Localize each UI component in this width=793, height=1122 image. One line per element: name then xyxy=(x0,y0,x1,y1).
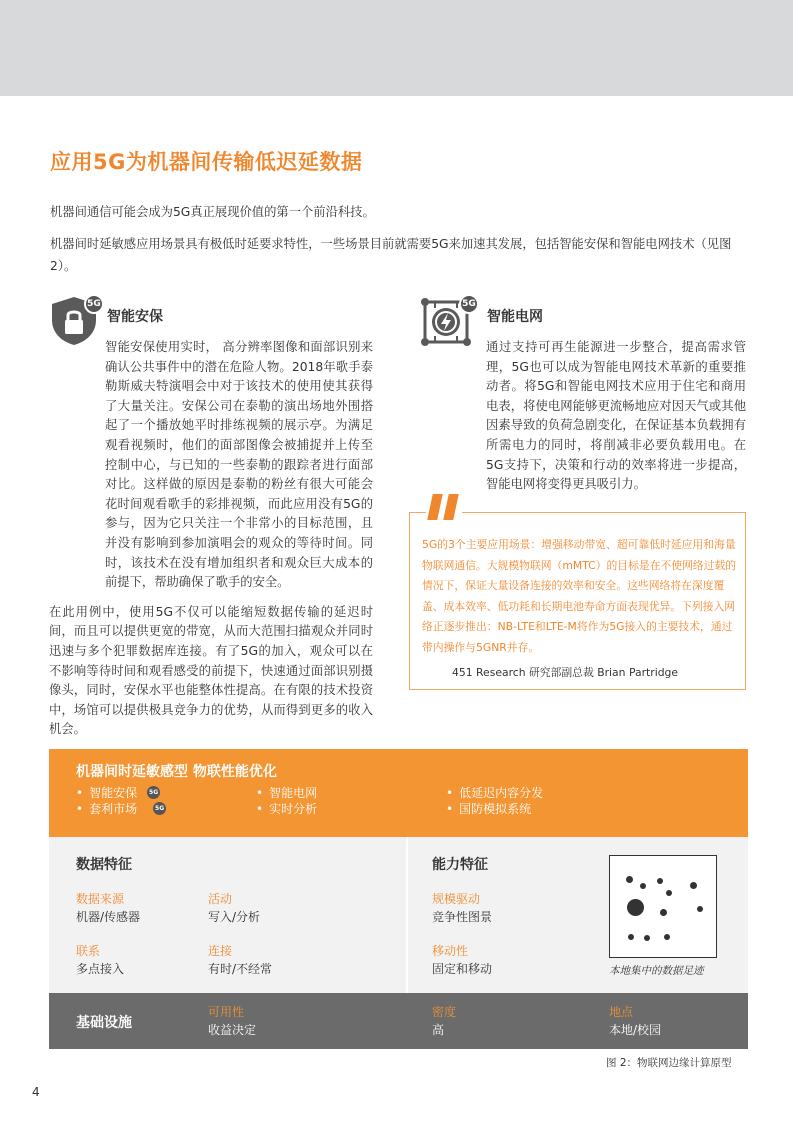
data-item-value: 多点接入 xyxy=(76,962,125,976)
page-number: 4 xyxy=(32,1085,40,1099)
infra-item-value: 收益决定 xyxy=(208,1023,257,1037)
security-body xyxy=(49,338,373,740)
footprint-dot xyxy=(666,890,672,896)
infra-item-label: 可用性 xyxy=(208,1005,245,1019)
use-case-item: • 智能安保 5G xyxy=(76,785,159,800)
footprint-dot xyxy=(640,883,646,889)
security-paragraph-1: 智能安保使用实时， 高分辨率图像和面部识别来确认公共事件中的潜在危险人物。2018年歌手泰勒斯威夫特演唱会中对于该技术的使用使其获得了大量关注。安保公司在泰勒的演出场地外围搭起了一个播放她平时排练视频的展示亭。为满足观看视频时，他们的面部图像会被捕捉并上传至控制中心，与已知的一些泰勒的跟踪者进行面部对比。这样做的原因是泰勒的粉丝有很大可能会花时间观看歌手的彩排视频，而此应用没有5G的参与，因为它只关注一个非常小的目标范围，且并没有影响到参加演唱会的观众的等待时间。同时，该技术在没有增加组织者和观众巨大成本的前提下，帮助确保了歌手的安全。 xyxy=(105,340,373,590)
infra-item-label: 密度 xyxy=(432,1005,457,1019)
data-item-label: 数据来源 xyxy=(76,892,125,906)
infra-item-value: 本地/校园 xyxy=(609,1023,662,1037)
use-case-item: • 国防模拟系统 xyxy=(446,801,532,816)
capability-item-value: 竞争性图景 xyxy=(432,910,493,924)
quote-author: 451 Research 研究部副总裁 Brian Partridge xyxy=(452,666,679,679)
grid-body xyxy=(420,338,746,495)
grid-paragraph: 通过支持可再生能源进一步整合，提高需求管理，5G也可以成为智能电网技术革新的重要推动者。将5G和智能电网技术应用于住宅和商用电表，将使电网能够更流畅地应对因天气或其他因素导致的负荷急剧变化，在保证基本负载拥有所需电力的同时，将削减非必要负载用电。在5G支持下，决策和行动的效率将进一步提高，智能电网将变得更具吸引力。 xyxy=(486,340,746,492)
intro-paragraph-1: 机器间通信可能会成为5G真正展现价值的第一个前沿科技。 xyxy=(50,205,375,219)
5g-badge: 5G xyxy=(147,786,160,799)
section-title-grid: 智能电网 xyxy=(487,309,543,325)
footprint-dot xyxy=(657,878,663,884)
5g-badge: 5G xyxy=(459,294,479,314)
figure-caption: 图 2：物联网边缘计算原型 xyxy=(606,1057,732,1069)
data-item-label: 连接 xyxy=(208,944,233,958)
infrastructure-title: 基础设施 xyxy=(76,1015,132,1031)
footprint-dot xyxy=(660,909,667,916)
footprint-dot xyxy=(628,934,634,940)
quote-text: 5G的3个主要应用场景：增强移动带宽、超可靠低时延应用和海量物联网通信。大规模物联网（mMTC）的目标是在不使网络过载的情况下，保证大量设备连接的效率和安全。这些网络将在深度覆盖、成本效率、低功耗和长期电池寿命方面表现优异。下列接入网络正逐步推出：NB-LTE和LTE-M将作为5G接入的主要技术，通过带内操作与5GNR并存。 xyxy=(422,538,737,654)
data-item-label: 联系 xyxy=(76,944,101,958)
use-case-item: • 低延迟内容分发 xyxy=(446,785,544,800)
footprint-caption: 本地集中的数据足迹 xyxy=(609,965,704,977)
capability-characteristics-title: 能力特征 xyxy=(432,857,488,873)
footprint-dot xyxy=(644,935,650,941)
panel-divider xyxy=(406,837,408,993)
security-paragraph-2: 在此用例中，使用5G不仅可以能缩短数据传输的延迟时间，而且可以提供更宽的带宽，从而大范围扫描观众并同时迅速与多个犯罪数据库连接。有了5G的加入，观众可以在不影响等待时间和观看感受的前提下，快速通过面部识别摄像头，同时，安保水平也能整体性提高。在有限的技术投资中，场馆可以提供极具竞争力的优势，从而得到更多的收入机会。 xyxy=(49,604,373,737)
data-item-value: 写入/分析 xyxy=(208,910,261,924)
footprint-dot xyxy=(627,899,644,916)
use-case-item: • 实时分析 xyxy=(256,801,318,816)
footprint-dot xyxy=(626,876,633,883)
quote-mark-icon xyxy=(426,494,462,522)
data-item-value: 有时/不经常 xyxy=(208,962,273,976)
section-title-security: 智能安保 xyxy=(107,309,163,325)
infra-item-label: 地点 xyxy=(609,1005,634,1019)
footprint-dot xyxy=(664,934,670,940)
use-case-item: • 智能电网 xyxy=(256,785,318,800)
intro-paragraph-2: 机器间时延敏感应用场景具有极低时延要求特性，一些场景目前就需要5G来加速其发展，包括智能安保和智能电网技术（见图2）。 xyxy=(50,237,732,273)
data-characteristics-title: 数据特征 xyxy=(76,857,132,873)
capability-item-label: 规模驱动 xyxy=(432,892,481,906)
header-band xyxy=(0,0,793,96)
data-item-label: 活动 xyxy=(208,892,233,906)
use-case-item: • 套利市场 5G xyxy=(76,801,165,816)
footprint-dot xyxy=(697,906,703,912)
capability-item-label: 移动性 xyxy=(432,944,469,958)
figure-header: 机器间时延敏感型 物联性能优化 xyxy=(76,764,277,780)
footprint-dot xyxy=(690,882,697,889)
data-footprint-diagram xyxy=(609,855,717,958)
infra-item-value: 高 xyxy=(432,1023,445,1037)
capability-item-value: 固定和移动 xyxy=(432,962,493,976)
page-title: 应用5G为机器间传输低迟延数据 xyxy=(50,150,363,174)
5g-badge: 5G xyxy=(153,802,166,815)
data-item-value: 机器/传感器 xyxy=(76,910,141,924)
5g-badge: 5G xyxy=(84,294,104,314)
